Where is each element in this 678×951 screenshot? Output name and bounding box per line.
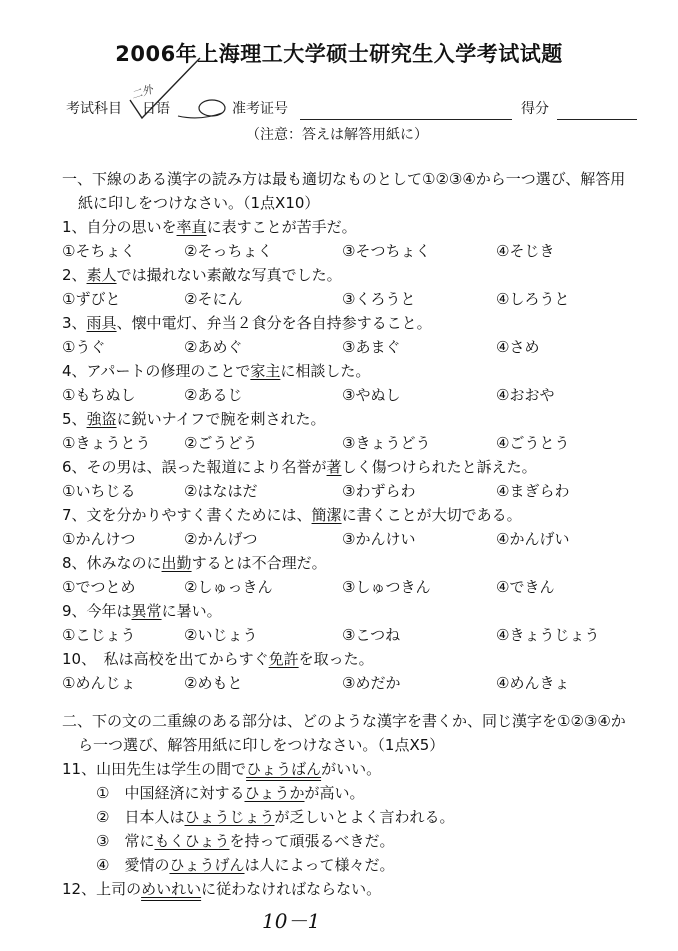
score-label: 得分: [521, 101, 549, 117]
question-2-option-3[interactable]: ③くろうと: [342, 290, 416, 308]
underlined-kanji: 素人: [86, 266, 117, 284]
question-6-option-1[interactable]: ①いちじる: [62, 482, 136, 500]
question-7: 7、文を分かりやすく書くためには、簡潔に書くことが大切である。: [62, 506, 522, 524]
question-4-option-4[interactable]: ④おおや: [496, 386, 555, 404]
question-5: 5、強盗に鋭いナイフで腕を刺された。: [62, 410, 326, 428]
question-11-option-4[interactable]: ④ 愛情のひょうげんは人によって様々だ。: [96, 856, 395, 874]
question-7-option-1[interactable]: ①かんけつ: [62, 530, 136, 548]
underlined-kanji: 免許: [268, 650, 299, 668]
question-3-option-2[interactable]: ②あめぐ: [184, 338, 243, 356]
question-2-option-4[interactable]: ④しろうと: [496, 290, 570, 308]
question-4-option-2[interactable]: ②あるじ: [184, 386, 243, 404]
question-9-option-3[interactable]: ③こつね: [342, 626, 401, 644]
double-underlined-kana: めいれい: [141, 880, 202, 898]
question-7-option-2[interactable]: ②かんげつ: [184, 530, 258, 548]
underlined-kanji: 強盗: [86, 410, 117, 428]
question-6-option-3[interactable]: ③わずらわ: [342, 482, 416, 500]
question-4-option-3[interactable]: ③やぬし: [342, 386, 401, 404]
subject-value: 日语: [142, 101, 170, 117]
question-2: 2、素人では撮れない素敵な写真でした。: [62, 266, 342, 284]
section2-instruction-line2: ら一つ選び、解答用紙に印しをつけなさい。（1点X5）: [78, 736, 445, 754]
question-7-option-3[interactable]: ③かんけい: [342, 530, 416, 548]
question-1-option-4[interactable]: ④そじき: [496, 242, 555, 260]
question-10-option-1[interactable]: ①めんじょ: [62, 674, 136, 692]
underlined-kanji: 出勤: [161, 554, 192, 572]
question-1: 1、自分の思いを率直に表すことが苦手だ。: [62, 218, 357, 236]
question-4-option-1[interactable]: ①もちぬし: [62, 386, 136, 404]
underlined-kanji: 簡潔: [311, 506, 342, 524]
underlined-kanji: 著: [326, 458, 342, 476]
question-5-option-3[interactable]: ③きょうどう: [342, 434, 431, 452]
question-8: 8、休みなのに出勤するとは不合理だ。: [62, 554, 327, 572]
question-11-option-2[interactable]: ② 日本人はひょうじょうが乏しいとよく言われる。: [96, 808, 455, 826]
question-8-option-4[interactable]: ④できん: [496, 578, 555, 596]
exam-title: 2006年上海理工大学硕士研究生入学考试试题: [115, 42, 563, 66]
question-10-option-3[interactable]: ③めだか: [342, 674, 401, 692]
question-6-option-2[interactable]: ②はなはだ: [184, 482, 258, 500]
question-10-option-4[interactable]: ④めんきょ: [496, 674, 570, 692]
question-12: 12、上司のめいれいに従わなければならない。: [62, 880, 382, 898]
page-number: 10－1: [262, 909, 321, 933]
question-9-option-2[interactable]: ②いじょう: [184, 626, 258, 644]
section2-instruction-line1: 二、下の文の二重線のある部分は、どのような漢字を書くか、同じ漢字を①②③④か: [62, 712, 626, 730]
question-3: 3、雨具、懐中電灯、弁当２食分を各自持参すること。: [62, 314, 432, 332]
double-underlined-kana: ひょうばん: [246, 760, 322, 778]
exam-number-label: 准考证号: [232, 101, 288, 117]
question-11-option-3[interactable]: ③ 常にもくひょうを持って頑張るべきだ。: [96, 832, 395, 850]
section1-instruction-line1: 一、下線のある漢字の読み方は最も適切なものとして①②③④から一つ選び、解答用: [62, 170, 626, 188]
answer-note: （注意：答えは解答用紙に）: [246, 127, 428, 143]
question-4: 4、アパートの修理のことで家主に相談した。: [62, 362, 371, 380]
pen-check-mark: [130, 58, 200, 118]
question-3-option-3[interactable]: ③あまぐ: [342, 338, 401, 356]
question-5-option-2[interactable]: ②ごうどう: [184, 434, 258, 452]
question-9: 9、今年は異常に暑い。: [62, 602, 222, 620]
subject-label: 考试科目: [66, 101, 122, 117]
question-11: 11、山田先生は学生の間でひょうばんがいい。: [62, 760, 382, 778]
handwritten-note: 二外: [129, 82, 155, 103]
question-5-option-4[interactable]: ④ごうとう: [496, 434, 570, 452]
underlined-kanji: 異常: [131, 602, 162, 620]
question-3-option-4[interactable]: ④さめ: [496, 338, 540, 356]
question-8-option-2[interactable]: ②しゅっきん: [184, 578, 273, 596]
question-3-option-1[interactable]: ①うぐ: [62, 338, 106, 356]
question-1-option-3[interactable]: ③そつちょく: [342, 242, 431, 260]
question-11-option-1[interactable]: ① 中国経済に対するひょうかが高い。: [96, 784, 365, 802]
question-2-option-1[interactable]: ①ずびと: [62, 290, 121, 308]
question-6-option-4[interactable]: ④まぎらわ: [496, 482, 570, 500]
pen-underline-stroke: [178, 113, 222, 118]
underlined-kanji: 雨具: [86, 314, 117, 332]
question-1-option-2[interactable]: ②そっちょく: [184, 242, 273, 260]
question-8-option-3[interactable]: ③しゅつきん: [342, 578, 431, 596]
underlined-kanji: 家主: [250, 362, 281, 380]
question-1-option-1[interactable]: ①そちょく: [62, 242, 136, 260]
question-5-option-1[interactable]: ①きょうとう: [62, 434, 151, 452]
question-7-option-4[interactable]: ④かんげい: [496, 530, 570, 548]
question-6: 6、その男は、誤った報道により名誉が著しく傷つけられたと訴えた。: [62, 458, 537, 476]
question-10: 10、 私は高校を出てからすぐ免許を取った。: [62, 650, 374, 668]
question-8-option-1[interactable]: ①でつとめ: [62, 578, 136, 596]
underlined-kanji: 率直: [176, 218, 207, 236]
question-9-option-4[interactable]: ④きょうじょう: [496, 626, 600, 644]
question-9-option-1[interactable]: ①こじょう: [62, 626, 136, 644]
question-10-option-2[interactable]: ②めもと: [184, 674, 243, 692]
question-2-option-2[interactable]: ②そにん: [184, 290, 243, 308]
section1-instruction-line2: 紙に印しをつけなさい。（1点X10）: [78, 194, 320, 212]
